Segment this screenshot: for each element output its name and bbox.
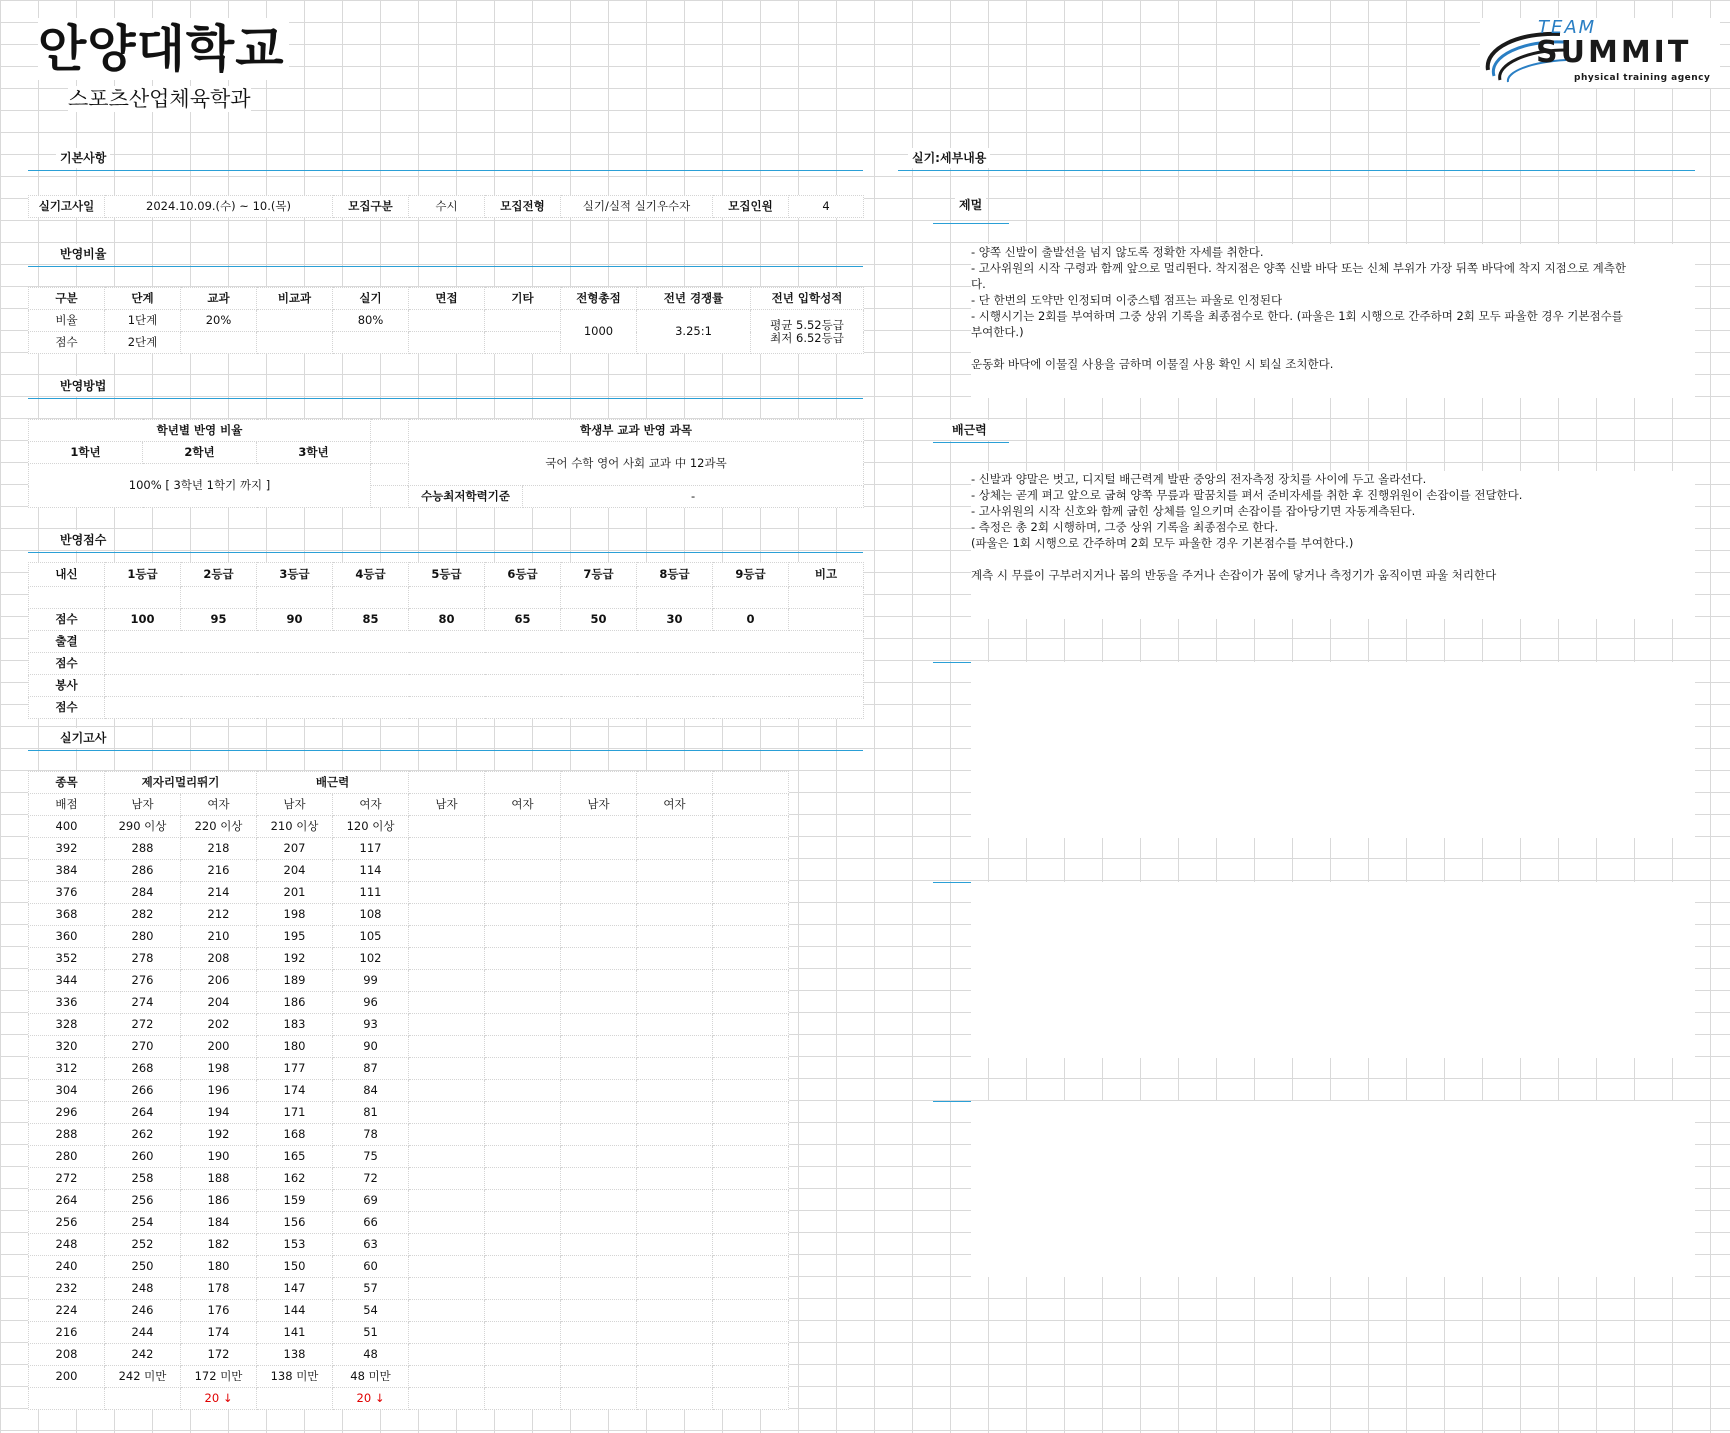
long-jump-female: 220 이상 (181, 816, 257, 838)
quota-value: 4 (789, 196, 864, 218)
grade-score: 50 (561, 609, 637, 631)
table-row (29, 816, 789, 838)
exam-date-value: 2024.10.09.(수) ~ 10.(목) (105, 196, 333, 218)
table-row (29, 970, 789, 992)
grade-header: 5등급 (409, 563, 485, 587)
back-line (971, 551, 1695, 567)
grade-score: 90 (257, 609, 333, 631)
back-strength-female: 63 (333, 1234, 409, 1256)
back-strength-male: 189 (257, 970, 333, 992)
ratio-header: 비교과 (257, 288, 333, 310)
back-strength-female: 51 (333, 1322, 409, 1344)
male-header: 남자 (561, 794, 637, 816)
ratio-header: 구분 (29, 288, 105, 310)
subjects-value: 국어 수학 영어 사회 교과 中 12과목 (409, 442, 864, 486)
long-jump-male: 274 (105, 992, 181, 1014)
table-row (29, 860, 789, 882)
long-jump-female: 176 (181, 1300, 257, 1322)
back-strength-female: 69 (333, 1190, 409, 1212)
back-strength-male: 207 (257, 838, 333, 860)
long-jump-male: 264 (105, 1102, 181, 1124)
jump-line: - 고사위원의 시작 구령과 함께 앞으로 멀리뛴다. 착지점은 양쪽 신발 바닥 또는 신체 부위가 가장 뒤쪽 바닥에 착지 지점으로 계측한 (971, 261, 1626, 275)
ratio-stage: 2단계 (105, 332, 181, 354)
points-value: 296 (29, 1102, 105, 1124)
table-row (29, 1234, 789, 1256)
logo-summit-text: SUMMIT (1536, 35, 1692, 70)
back-strength-male: 171 (257, 1102, 333, 1124)
long-jump-female: 212 (181, 904, 257, 926)
ratio-subject: 20% (181, 310, 257, 332)
table-row (29, 1124, 789, 1146)
recruit-type-label: 모집구분 (333, 196, 409, 218)
long-jump-male: 270 (105, 1036, 181, 1058)
grade-header: 6등급 (485, 563, 561, 587)
recruit-track-label: 모집전형 (485, 196, 561, 218)
long-jump-female: 202 (181, 1014, 257, 1036)
back-strength-male: 174 (257, 1080, 333, 1102)
table-row (29, 904, 789, 926)
long-jump-female: 208 (181, 948, 257, 970)
table-row (29, 838, 789, 860)
table-row (29, 587, 864, 609)
long-jump-male: 284 (105, 882, 181, 904)
female-header: 여자 (637, 794, 713, 816)
long-jump-female: 210 (181, 926, 257, 948)
back-strength-male: 183 (257, 1014, 333, 1036)
basic-info-table (28, 195, 864, 218)
table-row (29, 882, 789, 904)
empty-detail-panel (971, 1101, 1695, 1277)
back-strength-female: 114 (333, 860, 409, 882)
section-detail-divider (898, 170, 1695, 171)
table-row (29, 926, 789, 948)
long-jump-female: 184 (181, 1212, 257, 1234)
ratio-extracurricular (257, 310, 333, 332)
long-jump-female: 196 (181, 1080, 257, 1102)
table-row (29, 1058, 789, 1080)
long-jump-male: 262 (105, 1124, 181, 1146)
back-strength-male: 159 (257, 1190, 333, 1212)
csat-value: - (523, 486, 864, 508)
female-header: 여자 (333, 794, 409, 816)
long-jump-male: 242 (105, 1344, 181, 1366)
back-divider (933, 442, 1009, 443)
table-row (29, 1190, 789, 1212)
table-row (29, 310, 864, 332)
long-jump-male: 248 (105, 1278, 181, 1300)
ratio-total: 1000 (561, 310, 637, 354)
ratio-etc (485, 310, 561, 332)
points-value: 320 (29, 1036, 105, 1058)
table-row (29, 1278, 789, 1300)
volunteer-score-label: 점수 (29, 697, 105, 719)
male-header: 남자 (409, 794, 485, 816)
remark-header: 비고 (789, 563, 864, 587)
table-row (29, 288, 864, 310)
long-jump-female: 190 (181, 1146, 257, 1168)
long-jump-male: 250 (105, 1256, 181, 1278)
long-jump-female: 214 (181, 882, 257, 904)
ratio-header: 전년 입학성적 (751, 288, 864, 310)
back-strength-female-footnote: 20 ↓ (333, 1388, 409, 1410)
back-line: (파울은 1회 시행으로 간주하며 2회 모두 파울한 경우 기본점수를 부여한다.) (971, 536, 1354, 550)
back-strength-male: 165 (257, 1146, 333, 1168)
volunteer-label: 봉사 (29, 675, 105, 697)
jump-line: - 양쪽 신발이 출발선을 넘지 않도록 정확한 자세를 취한다. (971, 245, 1264, 259)
grade-2-label: 2학년 (143, 442, 257, 464)
back-strength-male: 147 (257, 1278, 333, 1300)
back-strength-female: 75 (333, 1146, 409, 1168)
long-jump-female: 182 (181, 1234, 257, 1256)
score-header-label: 내신 (29, 563, 105, 587)
points-value: 336 (29, 992, 105, 1014)
back-line: - 신발과 양말은 벗고, 디지털 배근력계 발판 중앙의 전자측정 장치를 사이에 두고 올라선다. (971, 472, 1427, 486)
back-strength-male: 195 (257, 926, 333, 948)
table-row (29, 1322, 789, 1344)
table-row (29, 1344, 789, 1366)
back-strength-male: 198 (257, 904, 333, 926)
jump-line: 운동화 바닥에 이물질 사용을 금하며 이물질 사용 확인 시 퇴실 조치한다. (971, 357, 1334, 371)
subjects-label: 학생부 교과 반영 과목 (409, 420, 864, 442)
table-row (29, 196, 864, 218)
grade-header: 4등급 (333, 563, 409, 587)
points-value: 368 (29, 904, 105, 926)
ratio-table (28, 287, 864, 354)
long-jump-female: 192 (181, 1124, 257, 1146)
section-practical-title: 실기고사 (56, 728, 110, 748)
long-jump-female-footnote: 20 ↓ (181, 1388, 257, 1410)
long-jump-female: 194 (181, 1102, 257, 1124)
back-strength-male: 162 (257, 1168, 333, 1190)
back-strength-male: 204 (257, 860, 333, 882)
grade-1-label: 1학년 (29, 442, 143, 464)
long-jump-male: 282 (105, 904, 181, 926)
exam-date-label: 실기고사일 (29, 196, 105, 218)
jump-line: 부여한다.) (971, 325, 1024, 339)
grade-score: 0 (713, 609, 789, 631)
back-strength-male: 180 (257, 1036, 333, 1058)
long-jump-female: 188 (181, 1168, 257, 1190)
back-strength-female: 78 (333, 1124, 409, 1146)
ratio-header: 전년 경쟁률 (637, 288, 751, 310)
back-line: - 측정은 총 2회 시행하며, 그중 상위 기록을 최종점수로 한다. (971, 520, 1279, 534)
back-strength-female: 120 이상 (333, 816, 409, 838)
back-strength-female: 81 (333, 1102, 409, 1124)
ratio-competition: 3.25:1 (637, 310, 751, 354)
male-header: 남자 (257, 794, 333, 816)
grade-score: 100 (105, 609, 181, 631)
points-value: 304 (29, 1080, 105, 1102)
points-value: 200 (29, 1366, 105, 1388)
grade-3-label: 3학년 (257, 442, 371, 464)
grade-ratio-value: 100% [ 3학년 1학기 까지 ] (29, 464, 371, 508)
long-jump-male: 244 (105, 1322, 181, 1344)
points-value: 344 (29, 970, 105, 992)
ratio-header: 전형총점 (561, 288, 637, 310)
table-row (29, 1366, 789, 1388)
back-strength-female: 90 (333, 1036, 409, 1058)
back-strength-male: 138 미만 (257, 1366, 333, 1388)
table-row (29, 1146, 789, 1168)
back-strength-male: 177 (257, 1058, 333, 1080)
section-basic-divider (28, 170, 863, 171)
section-ratio-divider (28, 266, 863, 267)
jump-title: 제멀 (955, 195, 986, 215)
back-strength-female: 66 (333, 1212, 409, 1234)
points-value: 384 (29, 860, 105, 882)
grade-score: 65 (485, 609, 561, 631)
points-label: 배점 (29, 794, 105, 816)
table-row (29, 1300, 789, 1322)
long-jump-female: 178 (181, 1278, 257, 1300)
table-row (29, 675, 864, 697)
empty-detail-panel (971, 882, 1695, 1058)
long-jump-male: 242 미만 (105, 1366, 181, 1388)
back-strength-male: 141 (257, 1322, 333, 1344)
female-header: 여자 (181, 794, 257, 816)
long-jump-female: 218 (181, 838, 257, 860)
table-row (29, 653, 864, 675)
table-row (29, 1212, 789, 1234)
jump-divider (933, 223, 1009, 224)
points-value: 264 (29, 1190, 105, 1212)
table-row (29, 794, 789, 816)
long-jump-male: 286 (105, 860, 181, 882)
long-jump-male: 258 (105, 1168, 181, 1190)
back-strength-female: 117 (333, 838, 409, 860)
back-strength-female: 60 (333, 1256, 409, 1278)
logo-tagline-text: physical training agency (1574, 73, 1711, 83)
grade-score: 80 (409, 609, 485, 631)
points-value: 216 (29, 1322, 105, 1344)
table-row (29, 563, 864, 587)
table-row (29, 1080, 789, 1102)
table-row (29, 948, 789, 970)
long-jump-male: 252 (105, 1234, 181, 1256)
points-value: 272 (29, 1168, 105, 1190)
team-summit-logo (1480, 18, 1720, 88)
section-score-divider (28, 552, 863, 553)
back-strength-female: 105 (333, 926, 409, 948)
points-value: 288 (29, 1124, 105, 1146)
points-value: 376 (29, 882, 105, 904)
points-value: 280 (29, 1146, 105, 1168)
back-strength-male: 144 (257, 1300, 333, 1322)
points-value: 360 (29, 926, 105, 948)
back-strength-male: 210 이상 (257, 816, 333, 838)
ratio-row-label: 비율 (29, 310, 105, 332)
ratio-interview (409, 310, 485, 332)
long-jump-female: 180 (181, 1256, 257, 1278)
long-jump-female: 186 (181, 1190, 257, 1212)
table-row (29, 420, 864, 442)
back-strength-male: 153 (257, 1234, 333, 1256)
table-row (29, 992, 789, 1014)
back-strength-female: 99 (333, 970, 409, 992)
back-strength-male: 186 (257, 992, 333, 1014)
back-strength-male: 168 (257, 1124, 333, 1146)
ratio-header: 실기 (333, 288, 409, 310)
table-row (29, 1256, 789, 1278)
back-strength-female: 87 (333, 1058, 409, 1080)
ratio-row-label: 점수 (29, 332, 105, 354)
practical-score-table (28, 771, 789, 1410)
long-jump-female: 174 (181, 1322, 257, 1344)
back-title: 배근력 (948, 420, 991, 440)
grade-header: 2등급 (181, 563, 257, 587)
points-value: 328 (29, 1014, 105, 1036)
points-value: 248 (29, 1234, 105, 1256)
long-jump-male: 254 (105, 1212, 181, 1234)
table-row (29, 1014, 789, 1036)
jump-line: - 시행시기는 2회를 부여하며 그중 상위 기록을 최종점수로 한다. (파울은 1회 시행으로 간주하며 2회 모두 파울한 경우 기본점수를 (971, 309, 1623, 323)
table-row (29, 609, 864, 631)
section-ratio-title: 반영비율 (56, 244, 110, 264)
back-strength-female: 111 (333, 882, 409, 904)
prev-grade-avg: 평균 5.52등급 (770, 317, 844, 332)
prev-grade-min: 최저 6.52등급 (770, 330, 844, 345)
grade-ratio-label: 학년별 반영 비율 (29, 420, 371, 442)
long-jump-female: 200 (181, 1036, 257, 1058)
table-row (29, 772, 789, 794)
long-jump-male: 276 (105, 970, 181, 992)
back-strength-female: 57 (333, 1278, 409, 1300)
grade-header: 7등급 (561, 563, 637, 587)
back-strength-male: 150 (257, 1256, 333, 1278)
long-jump-male: 246 (105, 1300, 181, 1322)
long-jump-male: 288 (105, 838, 181, 860)
event-back-strength: 배근력 (257, 772, 409, 794)
long-jump-male: 280 (105, 926, 181, 948)
grade-score: 85 (333, 609, 409, 631)
ratio-prev-grades (751, 310, 864, 354)
empty-detail-panel (971, 662, 1695, 838)
points-value: 224 (29, 1300, 105, 1322)
long-jump-male: 290 이상 (105, 816, 181, 838)
quota-label: 모집인원 (713, 196, 789, 218)
event-label: 종목 (29, 772, 105, 794)
jump-line: 다. (971, 277, 986, 291)
back-line: 계측 시 무릎이 구부러지거나 몸의 반동을 주거나 손잡이가 몸에 닿거나 측정기가 움직이면 파울 처리한다 (971, 568, 1497, 582)
grade-header: 1등급 (105, 563, 181, 587)
section-basic-title: 기본사항 (56, 148, 110, 168)
ratio-header: 기타 (485, 288, 561, 310)
back-strength-female: 93 (333, 1014, 409, 1036)
table-row (29, 442, 864, 464)
ratio-practical: 80% (333, 310, 409, 332)
jump-description (971, 244, 1695, 398)
back-strength-female: 72 (333, 1168, 409, 1190)
jump-line (971, 340, 1695, 356)
long-jump-male: 256 (105, 1190, 181, 1212)
recruit-track-value: 실기/실적 실기우수자 (561, 196, 713, 218)
table-row (29, 1036, 789, 1058)
back-strength-female: 48 미만 (333, 1366, 409, 1388)
ratio-stage: 1단계 (105, 310, 181, 332)
back-strength-male: 138 (257, 1344, 333, 1366)
table-row (29, 697, 864, 719)
grade-header: 8등급 (637, 563, 713, 587)
points-value: 392 (29, 838, 105, 860)
long-jump-female: 204 (181, 992, 257, 1014)
long-jump-male: 272 (105, 1014, 181, 1036)
points-value: 240 (29, 1256, 105, 1278)
attendance-label: 출결 (29, 631, 105, 653)
ratio-header: 면접 (409, 288, 485, 310)
back-strength-female: 54 (333, 1300, 409, 1322)
grade-header: 9등급 (713, 563, 789, 587)
grade-score: 95 (181, 609, 257, 631)
back-strength-male: 156 (257, 1212, 333, 1234)
points-value: 256 (29, 1212, 105, 1234)
score-row-label: 점수 (29, 609, 105, 631)
long-jump-male: 268 (105, 1058, 181, 1080)
back-description (971, 471, 1695, 619)
table-row (29, 1102, 789, 1124)
back-line: - 고사위원의 시작 신호와 함께 굽힌 상체를 일으키며 손잡이를 잡아당기면 자동계측된다. (971, 504, 1416, 518)
long-jump-female: 206 (181, 970, 257, 992)
attendance-score-label: 점수 (29, 653, 105, 675)
logo-team-text: TEAM (1538, 17, 1597, 38)
long-jump-female: 198 (181, 1058, 257, 1080)
table-row (29, 631, 864, 653)
long-jump-female: 172 미만 (181, 1366, 257, 1388)
points-value: 312 (29, 1058, 105, 1080)
back-strength-male: 201 (257, 882, 333, 904)
section-method-divider (28, 398, 863, 399)
long-jump-male: 266 (105, 1080, 181, 1102)
recruit-type-value: 수시 (409, 196, 485, 218)
grade-score: 30 (637, 609, 713, 631)
back-line: - 상체는 곧게 펴고 앞으로 굽혀 양쪽 무릎과 팔꿈치를 펴서 준비자세를 취한 후 진행위원이 손잡이를 전달한다. (971, 488, 1523, 502)
page-subtitle: 스포츠산업체육학과 (68, 87, 251, 111)
points-value: 352 (29, 948, 105, 970)
ratio-header: 교과 (181, 288, 257, 310)
method-table (28, 419, 864, 508)
section-method-title: 반영방법 (56, 376, 110, 396)
back-strength-female: 48 (333, 1344, 409, 1366)
csat-label: 수능최저학력기준 (409, 486, 523, 508)
jump-line: - 단 한번의 도약만 인정되며 이중스텝 점프는 파울로 인정된다 (971, 293, 1283, 307)
back-strength-male: 192 (257, 948, 333, 970)
section-score-title: 반영점수 (56, 530, 110, 550)
back-strength-female: 102 (333, 948, 409, 970)
points-value: 232 (29, 1278, 105, 1300)
points-value: 208 (29, 1344, 105, 1366)
table-row (29, 1168, 789, 1190)
points-value: 400 (29, 816, 105, 838)
grade-header: 3등급 (257, 563, 333, 587)
event-long-jump: 제자리멀리뛰기 (105, 772, 257, 794)
long-jump-female: 216 (181, 860, 257, 882)
long-jump-female: 172 (181, 1344, 257, 1366)
back-strength-female: 108 (333, 904, 409, 926)
score-table (28, 562, 864, 719)
ratio-header: 단계 (105, 288, 181, 310)
section-detail-title: 실기:세부내용 (908, 148, 990, 168)
page-title: 안양대학교 (38, 18, 289, 80)
back-strength-female: 84 (333, 1080, 409, 1102)
male-header: 남자 (105, 794, 181, 816)
table-row (29, 1388, 789, 1410)
back-strength-female: 96 (333, 992, 409, 1014)
female-header: 여자 (485, 794, 561, 816)
long-jump-male: 260 (105, 1146, 181, 1168)
section-practical-divider (28, 750, 863, 751)
long-jump-male: 278 (105, 948, 181, 970)
